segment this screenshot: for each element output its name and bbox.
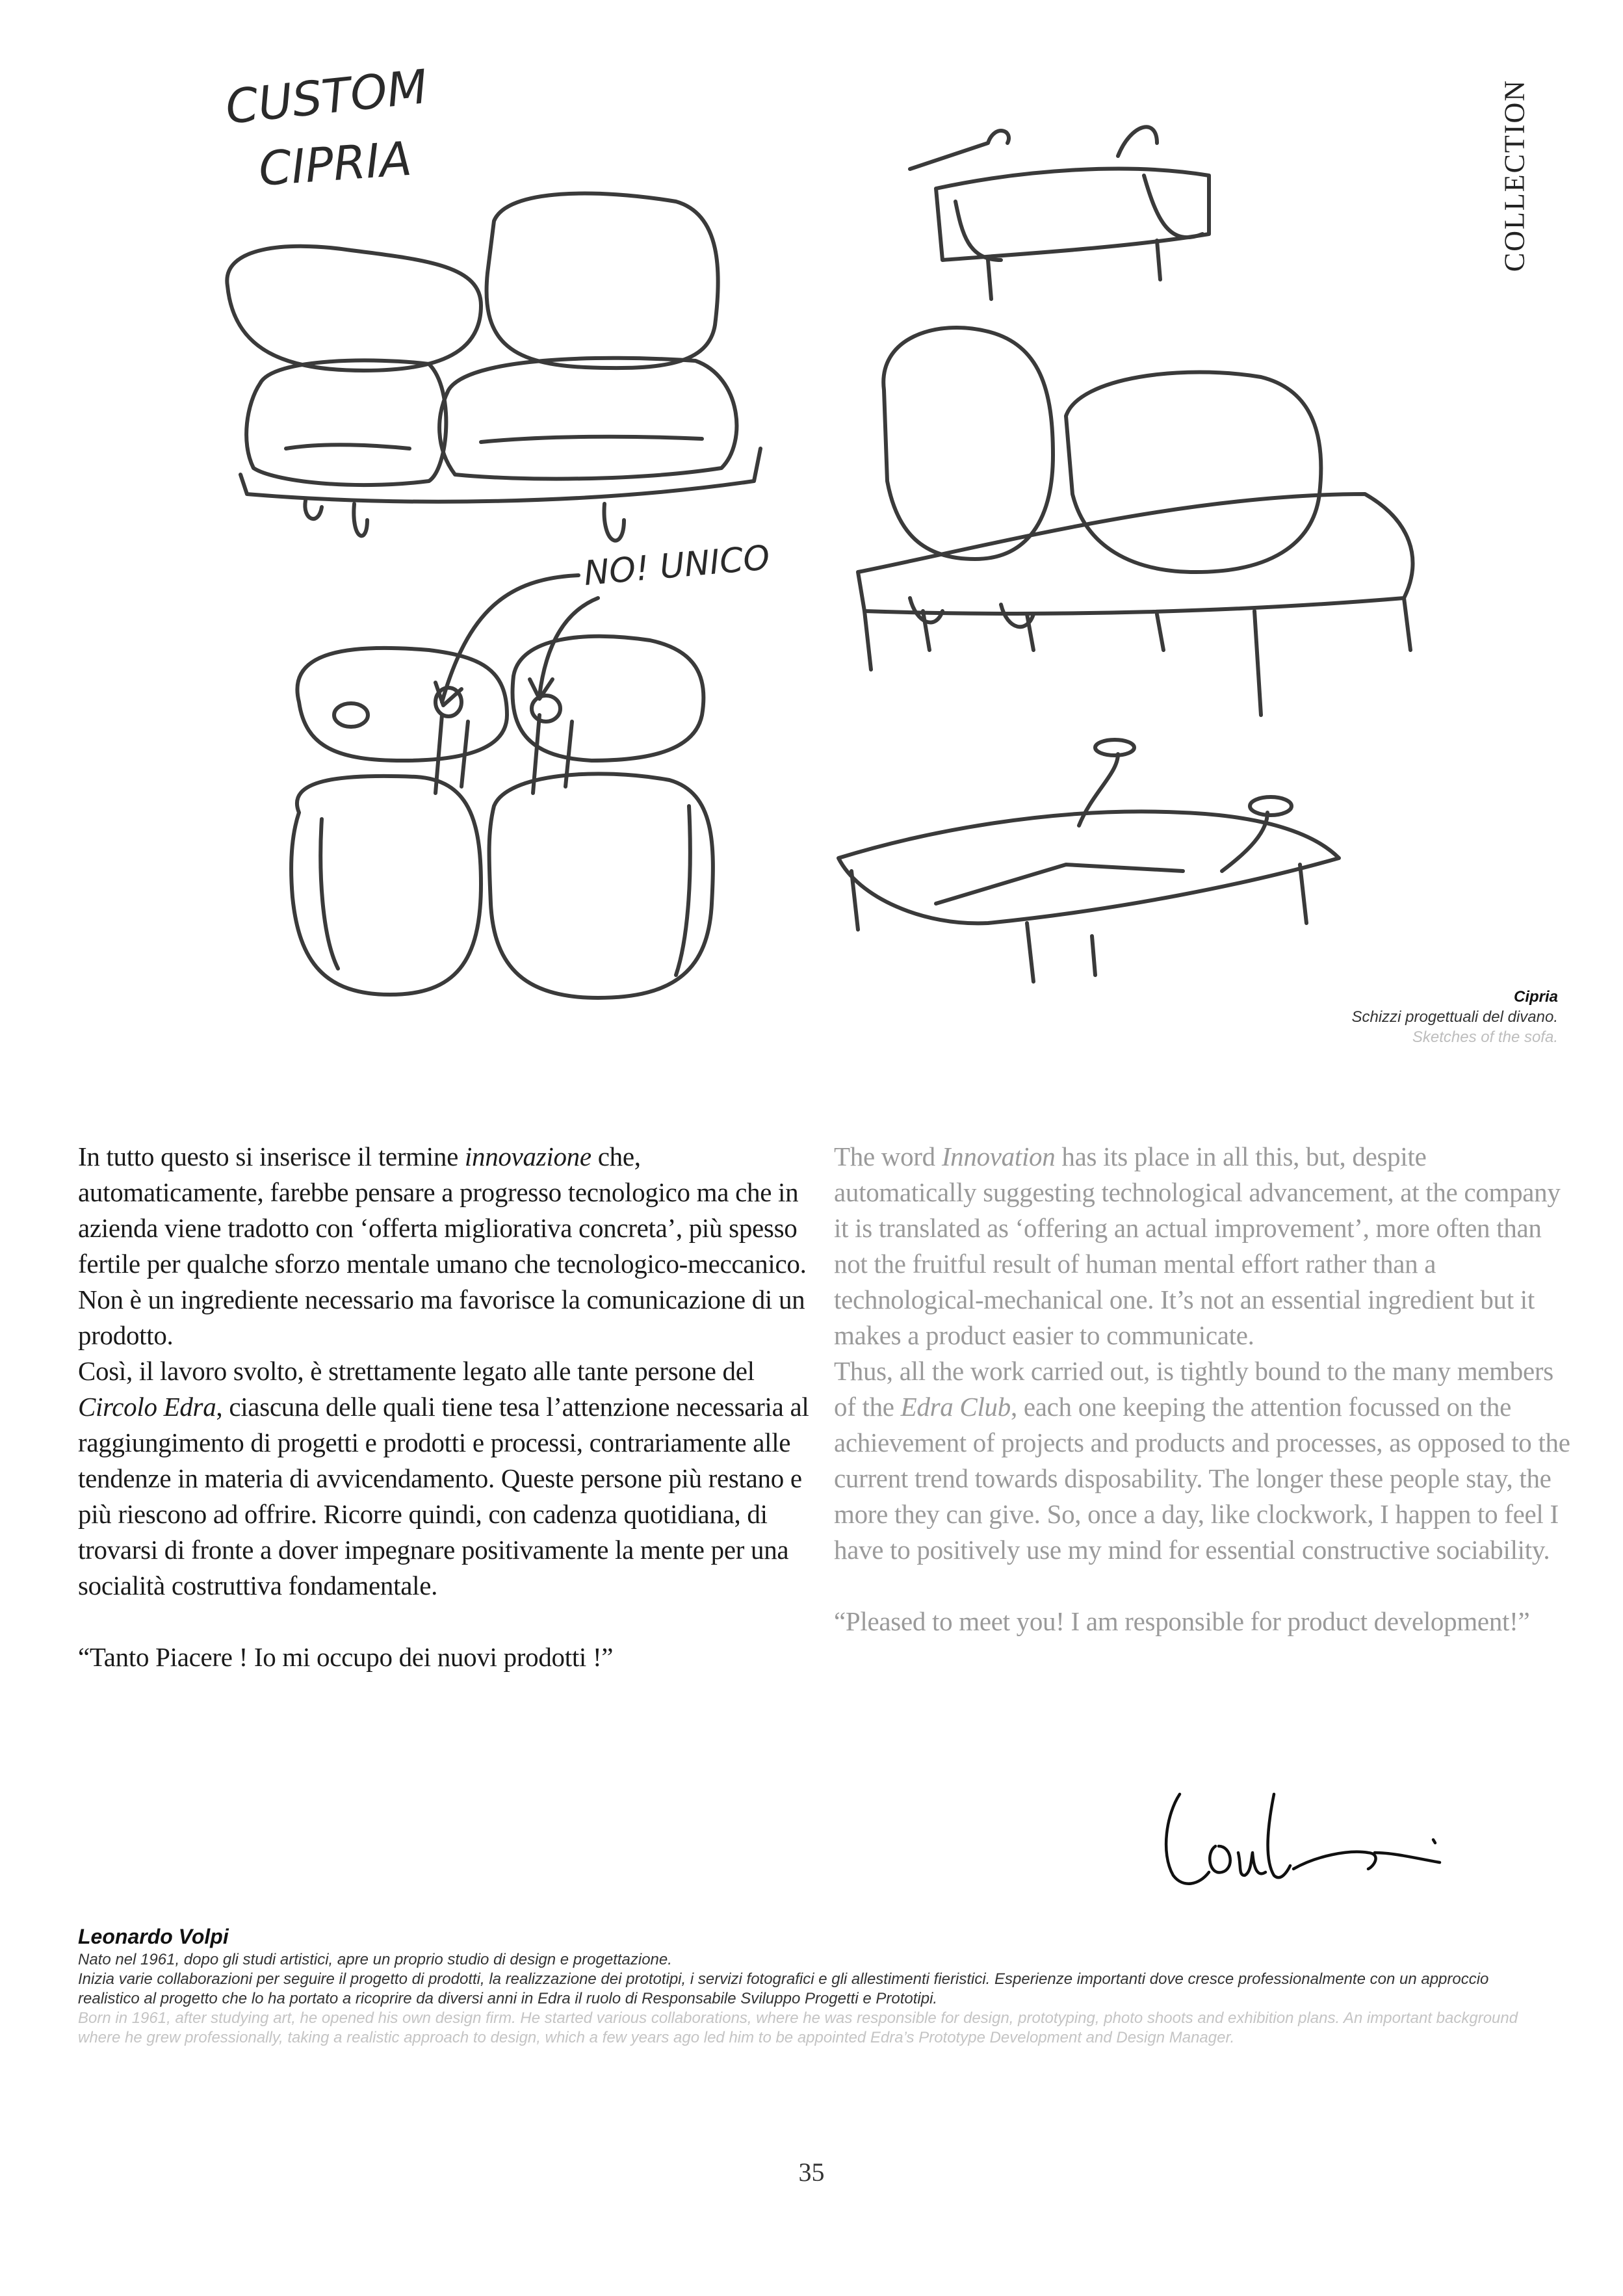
signature-drawing	[1154, 1755, 1466, 1898]
english-p1-text-cont: has its place in all this, but, despite automatically suggesting technological advancement, at the company it is translated as ‘offering an actual improvement’, more often than not the fruitful result of human mental effort rather than a technological-mechanical one. It’s not an essential ingredient but it makes a product easier to communicate.	[834, 1141, 1561, 1350]
sketch-annotation	[435, 538, 772, 705]
sketch-sofa-top-view	[291, 636, 713, 998]
figure-caption	[1351, 987, 1558, 1047]
sketch-armchair-small	[910, 127, 1209, 299]
author-bio	[78, 1923, 1553, 2048]
italian-p1-text-cont: che, automaticamente, farebbe pensare a progresso tecnologico ma che in azienda viene tradotto con ‘offerta migliorativa concreta’, più spesso fertile per qualche sforzo mentale umano che tecnologico-meccanico. Non è un ingrediente necessario ma favorisce la comunicazione di un prodotto.	[78, 1141, 807, 1350]
italian-p1-text: In tutto questo si inserisce il termine	[78, 1141, 465, 1171]
sofa-sketches	[13, 26, 1586, 1040]
sketch-note-text: NO! UNICO	[582, 538, 772, 594]
sketch-sofa-front-view	[227, 194, 760, 541]
english-paragraph-2	[834, 1353, 1575, 1568]
sketch-title-line1: CUSTOM	[222, 59, 430, 135]
italian-p2-text-cont: , ciascuna delle quali tiene tesa l’attenzione necessaria al raggiungimento di progetti e prodotti e processi, contrariamente alle tendenze in materia di avvicendamento. Queste persone più restano e più riescono ad offrire. Ricorre quindi, con cadenza quotidiana, di trovarsi di fronte a dover impegnare positivamente la mente per una socialità costruttiva fondamentale.	[78, 1392, 809, 1600]
signature	[1154, 1755, 1466, 1898]
sketch-title-line2: CIPRIA	[257, 131, 414, 196]
page-number: 35	[798, 2158, 825, 2187]
english-quote: “Pleased to meet you! I am responsible for product development!”	[834, 1606, 1530, 1636]
english-paragraph-1	[834, 1139, 1575, 1353]
body-english	[834, 1139, 1575, 1639]
english-p2-emphasis: Edra Club	[900, 1392, 1011, 1422]
sketch-chaise-perspective	[838, 740, 1339, 982]
italian-p2-emphasis: Circolo Edra	[78, 1392, 216, 1422]
english-p2-text: Thus, all the work carried out, is tightly bound to the many members of the	[834, 1356, 1553, 1422]
english-p2-text-cont: , each one keeping the attention focussed on the achievement of projects and products and processes, as opposed to the current trend towards disposability. The longer these people stay, the more they can give. So, once a day, like clockwork, I happen to feel I have to positively use my mind for essential constructive sociability.	[834, 1392, 1570, 1565]
italian-paragraph-2	[78, 1353, 816, 1604]
caption-english: Sketches of the sofa.	[1412, 1028, 1558, 1046]
body-italian	[78, 1139, 816, 1675]
italian-p2-text: Così, il lavoro svolto, è strettamente legato alle tante persone del	[78, 1356, 755, 1386]
bio-english: Born in 1961, after studying art, he opened his own design firm. He started various collaborations, where he was responsible for design, prototyping, photo shoots and exhibition plans. An important background where he grew professionally, taking a realistic approach to design, which a few years ago led him to be appointed Edra’s Prototype Development and Design Manager.	[78, 2009, 1518, 2046]
bio-italian-line1: Nato nel 1961, dopo gli studi artistici, apre un proprio studio di design e progettazione.	[78, 1951, 672, 1968]
italian-quote: “Tanto Piacere ! Io mi occupo dei nuovi prodotti !”	[78, 1642, 614, 1672]
sofa-sketches-drawing	[13, 26, 1586, 1040]
english-p1-text: The word	[834, 1141, 942, 1171]
caption-italian: Schizzi progettuali del divano.	[1351, 1008, 1558, 1026]
author-name: Leonardo Volpi	[78, 1925, 229, 1948]
section-label-text: COLLECTION	[1498, 79, 1531, 272]
sketch-sofa-perspective	[858, 328, 1413, 715]
italian-paragraph-1	[78, 1139, 816, 1353]
english-p1-emphasis: Innovation	[941, 1141, 1056, 1171]
caption-title: Cipria	[1513, 988, 1558, 1006]
bio-italian-line2: Inizia varie collaborazioni per seguire il progetto di prodotti, la realizzazione dei prototipi, i servizi fotografici e gli allestimenti fieristici. Esperienze importanti dove cresce professionalmente con un approccio realistico al progetto che lo ha portato a ricoprire da diversi anni in Edra il ruolo di Responsabile Sviluppo Progetti e Prototipi.	[78, 1970, 1489, 2007]
italian-p1-emphasis: innovazione	[464, 1141, 591, 1171]
